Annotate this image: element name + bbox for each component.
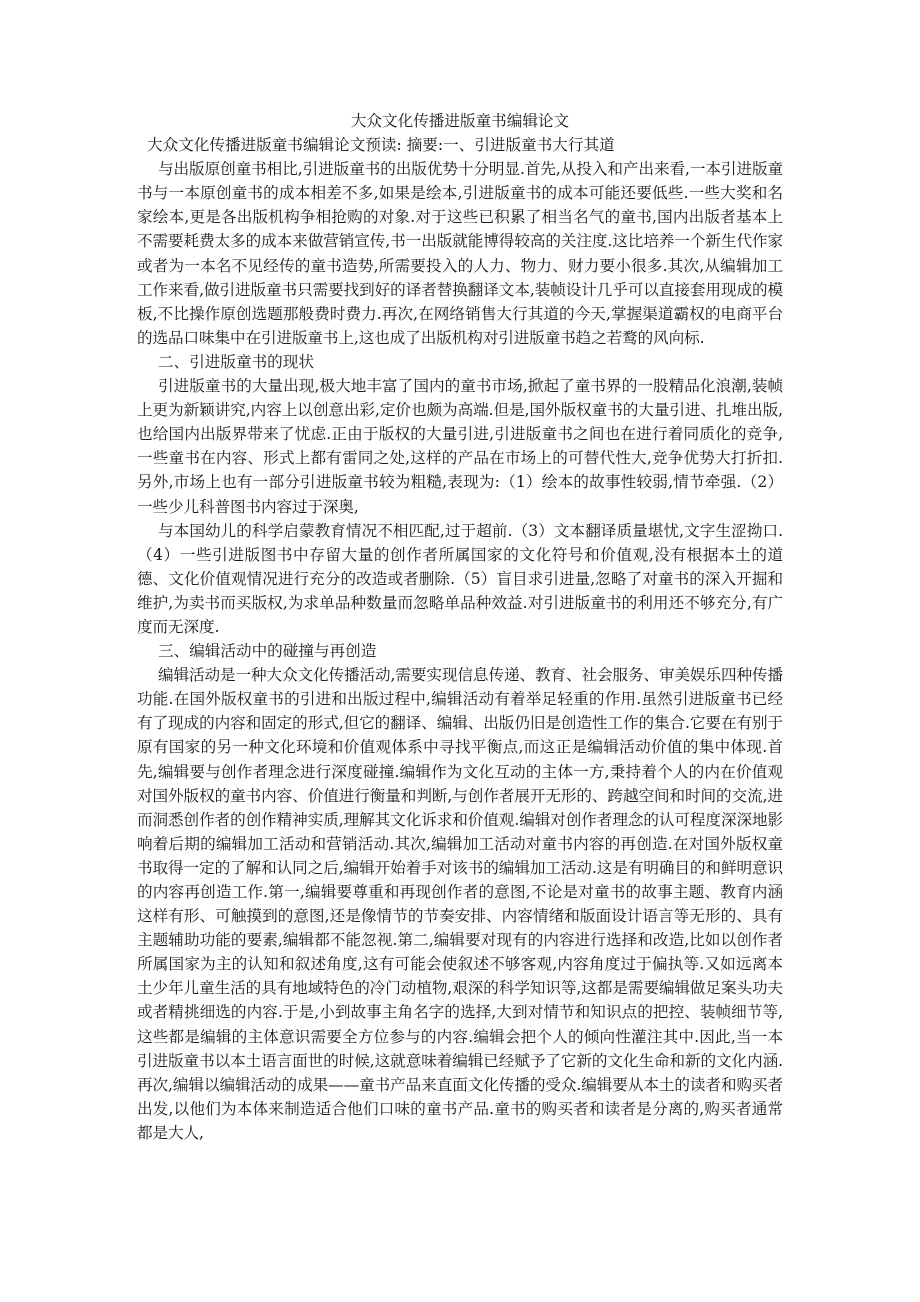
paragraph-3: 与本国幼儿的科学启蒙教育情况不相匹配,过于超前.（3）文本翻译质量堪忧,文字生涩拗口.（4）一些引进版图书中存留大量的创作者所属国家的文化符号和价值观,没有根据本土的道德、文化价值观情况进行充分的改造或者删除.（5）盲目求引进量,忽略了对童书的深入开掘和维护,为卖书而买版权,为求单品种数量而忽略单品种效益.对引进版童书的利用还不够充分,有广度而无深度. <box>137 521 783 636</box>
document-subtitle: 大众文化传播进版童书编辑论文预读: 摘要:一、引进版童书大行其道 <box>147 136 615 155</box>
document-title: 大众文化传播进版童书编辑论文 <box>350 112 570 130</box>
paragraph-1: 与出版原创童书相比,引进版童书的出版优势十分明显.首先,从投入和产出来看,一本引进版童书与一本原创童书的成本相差不多,如果是绘本,引进版童书的成本可能还要低些.一些大奖和名家绘本,更是各出版机构争相抢购的对象.对于这些已积累了相当名气的童书,国内出版者基本上不需要耗费太多的成本来做营销宣传,书一出版就能博得较高的关注度.这比培养一个新生代作家或者为一本名不见经传的童书造势,所需要投入的人力、物力、财力要小很多.其次,从编辑加工工作来看,做引进版童书只需要找到好的译者替换翻译文本,装帧设计几乎可以直接套用现成的模板,不比操作原创选题那般费时费力.再次,在网络销售大行其道的今天,掌握渠道霸权的电商平台的选品口味集中在引进版童书上,这也成了出版机构对引进版童书趋之若鹜的风向标. <box>137 160 783 347</box>
paragraph-2: 引进版童书的大量出现,极大地丰富了国内的童书市场,掀起了童书界的一股精品化浪潮,装帧上更为新颖讲究,内容上以创意出彩,定价也颇为高端.但是,国外版权童书的大量引进、扎堆出版,也给国内出版界带来了忧虑.正由于版权的大量引进,引进版童书之间也在进行着同质化的竞争,一些童书在内容、形式上都有雷同之处,这样的产品在市场上的可替代性大,竞争优势大打折扣.另外,市场上也有一部分引进版童书较为粗糙,表现为:（1）绘本的故事性较弱,情节牵强.（2）一些少儿科普图书内容过于深奥, <box>137 377 783 516</box>
section-heading-2: 二、引进版童书的现状 <box>158 352 314 371</box>
section-heading-3: 三、编辑活动中的碰撞与再创造 <box>158 642 377 661</box>
document-page <box>137 109 783 1145</box>
paragraph-4: 编辑活动是一种大众文化传播活动,需要实现信息传递、教育、社会服务、审美娱乐四种传播功能.在国外版权童书的引进和出版过程中,编辑活动有着举足轻重的作用.虽然引进版童书已经有了现成的内容和固定的形式,但它的翻译、编辑、出版仍旧是创造性工作的集合.它要在有别于原有国家的另一种文化环境和价值观体系中寻找平衡点,而这正是编辑活动价值的集中体现.首先,编辑要与创作者理念进行深度碰撞.编辑作为文化互动的主体一方,秉持着个人的内在价值观对国外版权的童书内容、价值进行衡量和判断,与创作者展开无形的、跨越空间和时间的交流,进而洞悉创作者的创作精神实质,理解其文化诉求和价值观.编辑对创作者理念的认可程度深深地影响着后期的编辑加工活动和营销活动.其次,编辑加工活动对童书内容的再创造.在对国外版权童书取得一定的了解和认同之后,编辑开始着手对该书的编辑加工活动.这是有明确目的和鲜明意识的内容再创造工作.第一,编辑要尊重和再现创作者的意图,不论是对童书的故事主题、教育内涵这样有形、可触摸到的意图,还是像情节的节奏安排、内容情绪和版面设计语言等无形的、具有主题辅助功能的要素,编辑都不能忽视.第二,编辑要对现有的内容进行选择和改造,比如以创作者所属国家为主的认知和叙述角度,这有可能会使叙述不够客观,内容角度过于偏执等.又如远离本土少年儿童生活的具有地域特色的冷门动植物,艰深的科学知识等,这都是需要编辑做足案头功夫或者精挑细选的内容.于是,小到故事主角名字的选择,大到对情节和知识点的把控、装帧细节等,这些都是编辑的主体意识需要全方位参与的内容.编辑会把个人的倾向性灌注其中.因此,当一本引进版童书以本土语言面世的时候,这就意味着编辑已经赋予了它新的文化生命和新的文化内涵.再次,编辑以编辑活动的成果——童书产品来直面文化传播的受众.编辑要从本土的读者和购买者出发,以他们为本体来制造适合他们口味的童书产品.童书的购买者和读者是分离的,购买者通常都是大人, <box>137 666 783 1142</box>
